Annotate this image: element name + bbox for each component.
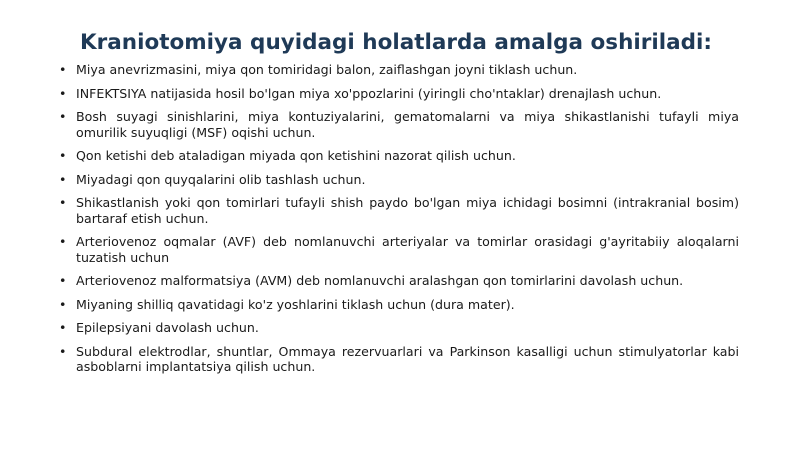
list-item-text: Arteriovenoz malformatsiya (AVM) deb nomlanuvchi aralashgan qon tomirlarini davolash uchun. [76, 273, 684, 288]
list-item [59, 273, 739, 289]
bullet-icon: • [59, 109, 67, 124]
list-item-text: Miya anevrizmasini, miya qon tomiridagi balon, zaiflashgan joyni tiklash uchun. [76, 62, 578, 77]
list-item-text: Arteriovenoz oqmalar (AVF) deb nomlanuvchi arteriyalar va tomirlar orasidagi g'ayritabiiy aloqalarni tuzatish uchun [76, 234, 739, 265]
list-item-text: Shikastlanish yoki qon tomirlari tufayli shish paydo bo'lgan miya ichidagi bosimni (intrakranial bosim) bartaraf etish uchun. [76, 195, 739, 226]
bullet-icon: • [59, 171, 67, 187]
bullet-icon: • [59, 234, 67, 249]
list-item [59, 86, 739, 102]
list-item [59, 109, 739, 140]
list-item-text: INFEKTSIYA natijasida hosil bo'lgan miya xo'ppozlarini (yiringli cho'ntaklar) drenajlash uchun. [76, 85, 662, 101]
bullet-icon: • [59, 195, 67, 210]
list-item [59, 195, 739, 226]
list-item [59, 344, 739, 375]
bullet-icon: • [59, 62, 67, 77]
list-item [59, 320, 739, 336]
list-item-text: Subdural elektrodlar, shuntlar, Ommaya rezervuarlari va Parkinson kasalligi uchun stimulyatorlar kabi asboblarni implantatsiya qilish uchun. [76, 343, 739, 374]
slide-title: Kraniotomiya quyidagi holatlarda amalga oshiriladi: [80, 30, 712, 55]
list-item-text: Epilepsiyani davolash uchun. [76, 320, 259, 335]
list-item-text: Bosh suyagi sinishlarini, miya kontuziyalarini, gematomalarni va miya shikastlanishi tufayli miya omurilik suyuqligi (MSF) oqishi uchun. [76, 109, 739, 140]
list-item [59, 62, 739, 78]
list-item [59, 148, 739, 164]
bullet-list [59, 62, 739, 383]
list-item-text: Miyaning shilliq qavatidagi ko'z yoshlarini tiklash uchun (dura mater). [76, 296, 515, 312]
list-item-text: Miyadagi qon quyqalarini olib tashlash uchun. [76, 171, 366, 187]
bullet-icon: • [59, 320, 67, 335]
bullet-icon: • [59, 148, 67, 163]
list-item [59, 297, 739, 313]
bullet-icon: • [59, 85, 67, 101]
bullet-icon: • [59, 343, 67, 359]
list-item [59, 234, 739, 265]
bullet-icon: • [59, 273, 67, 288]
bullet-icon: • [59, 296, 67, 312]
list-item [59, 172, 739, 188]
list-item-text: Qon ketishi deb ataladigan miyada qon ketishini nazorat qilish uchun. [76, 148, 516, 163]
